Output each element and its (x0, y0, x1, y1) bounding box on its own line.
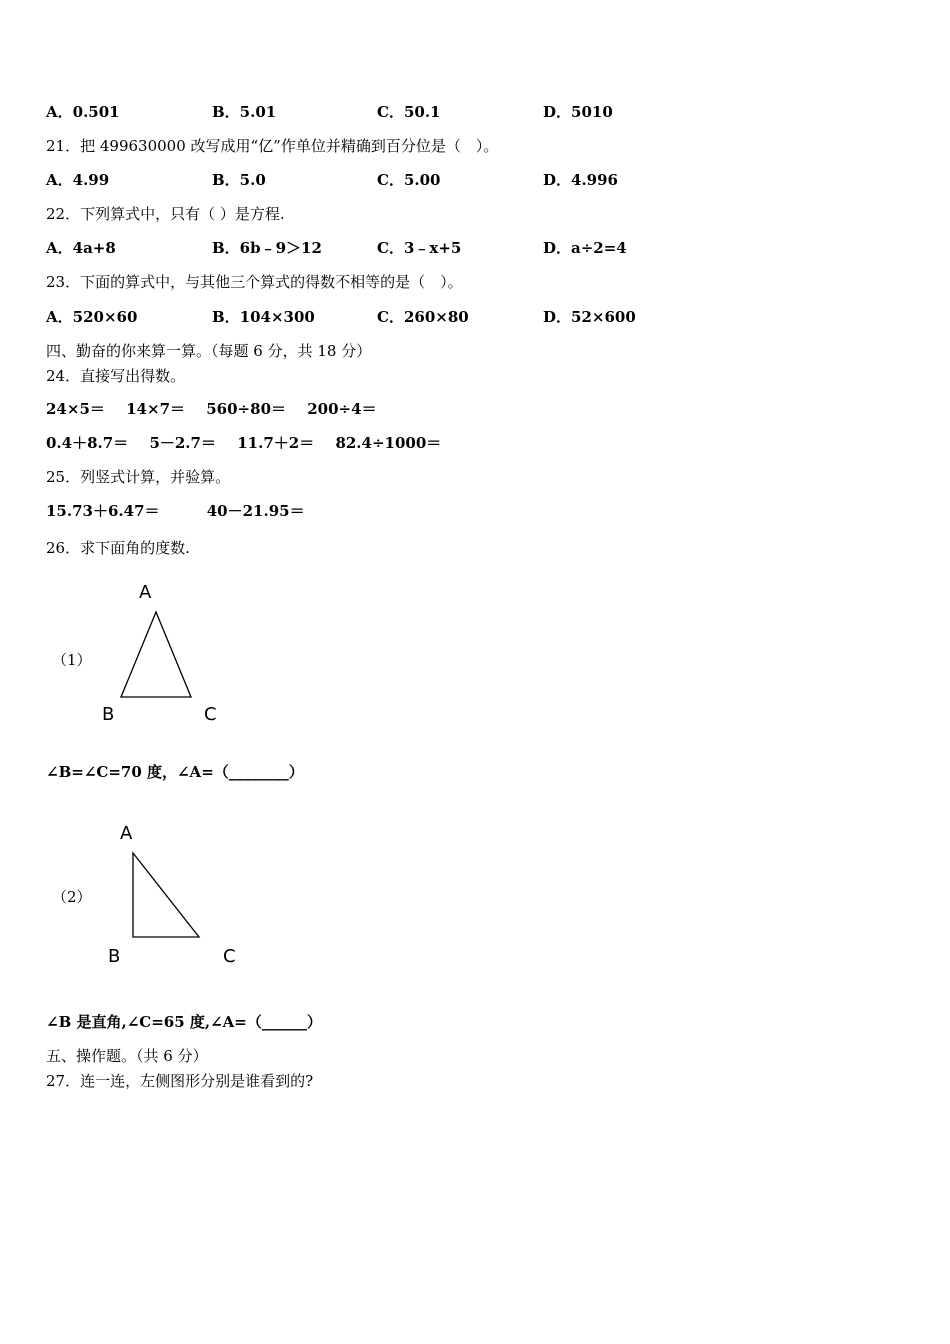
q23-option-b: B．104×300 (212, 308, 315, 326)
q24-text: 24．直接写出得数。 (46, 367, 186, 385)
q21-text: 21．把 499630000 改写成用“亿”作单位并精确到百分位是（ ）。 (46, 137, 499, 155)
calc-item: 11.7＋2＝ (237, 434, 315, 452)
q20-option-d: D．5010 (543, 103, 613, 121)
q27-text: 27．连一连，左侧图形分别是谁看到的? (46, 1072, 314, 1090)
section5-heading: 五、操作题。（共 6 分） (46, 1047, 208, 1065)
q22-option-c: C．3﹣x+5 (377, 239, 462, 257)
figure1-triangle (90, 570, 240, 730)
q23-text: 23．下面的算式中，与其他三个算式的得数不相等的是（ ）。 (46, 273, 463, 291)
calc-item: 0.4＋8.7＝ (46, 434, 129, 452)
figure2-label: （2） (52, 888, 92, 906)
figure1-question: ∠B=∠C=70 度，∠A=（________） (46, 763, 304, 781)
q26-text: 26．求下面角的度数. (46, 539, 190, 557)
q20-option-a: A．0.501 (46, 103, 120, 121)
calc-item: 5－2.7＝ (149, 434, 216, 452)
calc-item: 24×5＝ (46, 400, 105, 418)
q23-option-a: A．520×60 (46, 308, 138, 326)
calc-item: 560÷80＝ (206, 400, 287, 418)
calc-row-3 (46, 501, 305, 521)
figure1-vertex-c: C (204, 704, 217, 725)
q23-option-d: D．52×600 (543, 308, 636, 326)
calc-item: 82.4÷1000＝ (335, 434, 442, 452)
figure2-question: ∠B 是直角,∠C=65 度,∠A=（______） (46, 1013, 322, 1031)
q22-option-a: A．4a+8 (46, 239, 116, 257)
calc-row-2 (46, 433, 457, 453)
figure1-vertex-b: B (102, 704, 115, 725)
calc-item: 40－21.95＝ (206, 502, 305, 520)
figure2-triangle (100, 815, 250, 975)
calc-item: 15.73＋6.47＝ (46, 502, 160, 520)
q21-option-d: D．4.996 (543, 171, 618, 189)
figure1-label: （1） (52, 651, 92, 669)
figure2-vertex-b: B (108, 946, 121, 967)
q21-option-c: C．5.00 (377, 171, 441, 189)
calc-item: 200÷4＝ (307, 400, 377, 418)
calc-item: 14×7＝ (126, 400, 186, 418)
calc-row-1 (46, 399, 393, 419)
section4-heading: 四、勤奋的你来算一算。（每题 6 分，共 18 分） (46, 342, 372, 360)
q22-option-d: D．a÷2=4 (543, 239, 627, 257)
q21-option-a: A．4.99 (46, 171, 110, 189)
q20-option-b: B．5.01 (212, 103, 277, 121)
q22-text: 22．下列算式中，只有（ ）是方程. (46, 205, 285, 223)
q21-option-b: B．5.0 (212, 171, 266, 189)
q25-text: 25．列竖式计算，并验算。 (46, 468, 231, 486)
figure1-vertex-a: A (139, 582, 152, 603)
q23-option-c: C．260×80 (377, 308, 469, 326)
figure2-vertex-c: C (223, 946, 236, 967)
q20-option-c: C．50.1 (377, 103, 441, 121)
q22-option-b: B．6b﹣9＞12 (212, 239, 322, 257)
figure2-vertex-a: A (120, 823, 133, 844)
